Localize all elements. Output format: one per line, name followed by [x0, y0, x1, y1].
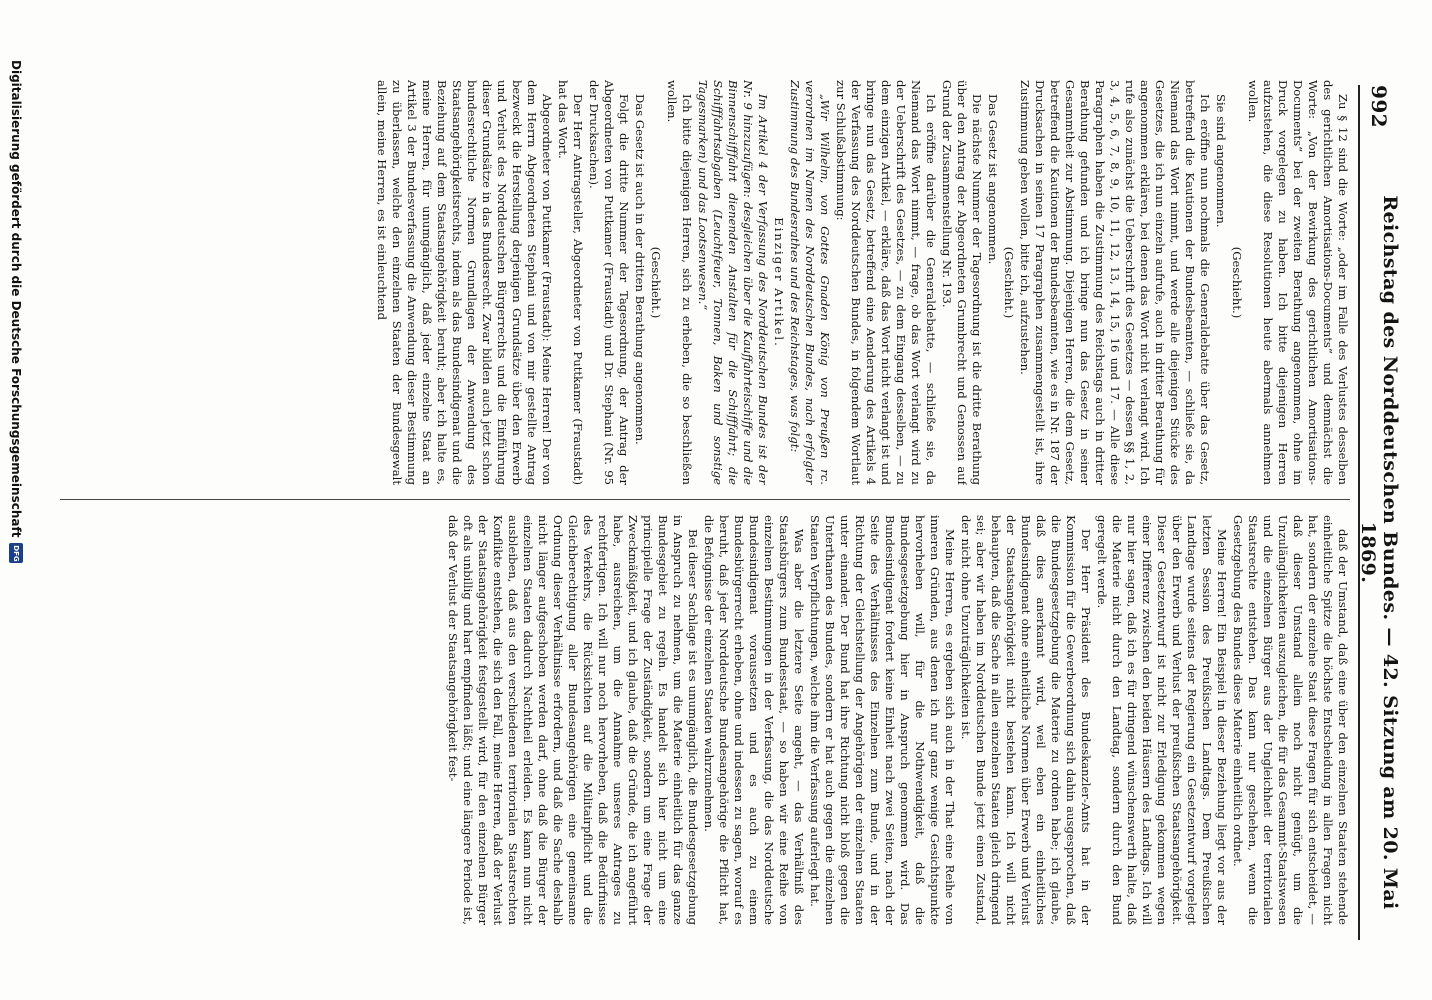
paragraph: Einziger Artikel. — [772, 217, 786, 348]
paragraph: „Wir Wilhelm, von Gottes Gnaden König von Preußen rc. verordnen im Namen des Norddeutschen Bundes, nach erfolgter Zustimmung des Bundesrathes und des Reichstages, was folgt: — [788, 80, 832, 485]
paragraph: (Geschieht.) — [1002, 246, 1016, 319]
paragraph: Abgeordneter von Puttkamer (Fraustadt): Meine Herren! Der von dem Herrn Abgeordneten Stephani und von mir gestellte Antrag bezweckt die Herstellung derjenigen Grundsätze über den Erwerb und Verlust des Norddeutschen Bürgerrechts und die Einführung dieser Grundsätze in das Bundesrecht. Zwar bilden auch jetzt schon bundesrechtliche Normen Grundlagen der Anwendung des Staatsangehörigkeitsrechts, indem als das Bundesindigenat und die Beziehung auf dem Staatsangehörigkeit beruht; aber ich halte es, meine Herren, für unumgänglich, daß jeder einzelne Staat an Artikel 3 der Bundesverfassung die Anwendung dieser Bestimmung zu überlassen, welche den einzelnen Staaten der Bundesgewalt allein, meine Herren, es ist einleuchtend — [375, 80, 554, 485]
right-column — [60, 515, 1350, 925]
paragraph: (Geschieht.) — [1230, 246, 1244, 319]
paragraph: Der Herr Antragsteller, Abgeordneter von Puttkamer (Fraustadt) hat das Wort. — [556, 80, 585, 485]
paragraph: Ich eröffne nun nochmals die Generaldebatte über das Gesetz, betreffend die Kautionen der Bundesbeamten, — schließe sie, da Niemand das Wort nimmt, und werde alle diejenigen Stücke des Gesetzes, die ich nun einzeln aufrufe, auch in dritter Berathung für angenommen erklären, bei denen das Wort nicht verlangt wird. Ich rufe also zunächst die Ueberschrift des Gesetzes — dessen §§ 1, 2, 3, 4, 5, 6, 7, 8, 9, 10, 11, 12, 13, 14, 15, 16 und 17. — Alle diese Paragraphen haben die Zustimmung des Reichstags auch in dritter Berathung gefunden und ich bringe nun das Gesetz in seiner Gesammtheit zur Abstimmung. Diejenigen Herren, die dem Gesetz, betreffend die Kautionen der Bundesbeamten, wie es in Nr. 187 der Drucksachen in seinen 17 Paragraphen zusammengestellt ist, ihre Zustimmung geben wollen, bitte ich, aufzustehen. — [1018, 80, 1212, 485]
paragraph: Sie sind angenommen. — [1214, 94, 1228, 228]
paragraph: Folgt die dritte Nummer der Tagesordnung, der Antrag der Abgeordneten von Puttkamer (Fraustadt) und Dr. Stephani (Nr. 95 der Drucksachen). — [587, 80, 631, 485]
page-number: 992 — [1367, 85, 1391, 128]
paragraph: Im Artikel 4 der Verfassung des Norddeutschen Bundes ist der Nr. 9 hinzuzufügen: desgleichen über die Kauffahrteischiffe und die Binnenschifffahrt dienenden Anstalten für die Schifffahrt; die Schifffahrtsabgaben (Leuchtfeuer, Tonnen, Baken und sonstige Tagesmarken) und das Lootsenwesen.“ — [696, 80, 770, 485]
paragraph: Bei dieser Sachlage ist es unumgänglich, die Bundesgesetzgebung in Anspruch zu nehmen, um die Materie einheitlich für das ganze Bundesgebiet zu regeln. Es handelt sich hier nicht um eine principielle Frage der Zuständigkeit, sondern um eine Frage der Zweckmäßigkeit, und ich glaube, daß die Gründe, die ich angeführt habe, ausreichen, um die Annahme unseres Antrages zu rechtfertigen. Ich will nur noch hervorheben, daß die Bedürfnisse des Verkehrs, die Rücksichten auf die Militairpflicht und die Gleichberechtigung aller Bundesangehörigen eine gemeinsame Ordnung dieser Verhältnisse erfordern, und daß die Sache deshalb nicht länger aufgeschoben werden darf, ohne daß die Bürger der einzelnen Staaten dadurch Nachtheil erleiden. Es kann nun nicht ausbleiben, daß aus den verschiedenen territorialen Staatsrechten Konflikte entstehen, die sich den Fall, meine Herren, daß der Verlust der Staatsangehörigkeit festgestellt wird, für den einzelnen Bürger oft als unbillig und hart empfinden läßt; und eine längere Periode ist, daß der Verlust der Staatsangehörigkeit fest- — [446, 515, 700, 925]
paragraph: Was aber die letztere Seite angeht, — das Verhältniß des Staatsbürgers zum Bundesstaat, — so haben wir eine Reihe von einzelnen Bestimmungen in der Verfassung, die das Norddeutsche Bundesindigenat voraussetzen und es auch zu einem Bundesbürgerrecht erheben, ohne und indessen zu sagen, worauf es beruht, daß jeder Norddeutsche Bundesangehörige die Pflicht hat, die Befugnisse der einzelnen Staaten wahrzunehmen. — [702, 515, 806, 925]
dfg-logo: DFG — [9, 543, 23, 563]
paragraph: Die nächste Nummer der Tagesordnung ist die dritte Berathung über den Antrag der Abgeordneten Grumbrecht und Genossen auf Grund der Zusammenstellung Nr. 193. — [940, 80, 984, 485]
paragraph: Ich bitte diejenigen Herren, sich zu erheben, die so beschließen wollen. — [665, 80, 694, 485]
credit-text: Digitalisierung gefördert durch die Deutsche Forschungsgemeinschaft — [9, 60, 23, 538]
left-column — [60, 80, 1350, 485]
column-divider — [60, 499, 1350, 500]
paragraph: Meine Herren! Ein Beispiel in dieser Beziehung liegt vor aus der letzten Session des Preußischen Landtags. Dem Preußischen Landtage wurde seitens der Regierung ein Gesetzentwurf vorgelegt über den Erwerb und Verlust der preußischen Staatsangehörigkeit. Dieser Gesetzentwurf ist nicht zur Erledigung gekommen wegen einer Differenz zwischen den beiden Häusern des Landtags. Ich will nur hier sagen, daß ich es für dringend wünschenswerth halte, daß die Materie nicht durch den Landtag, sondern durch den Bund geregelt werde. — [1095, 515, 1229, 925]
paragraph: daß der Umstand, daß eine über den einzelnen Staaten stehende einheitliche Spitze die höchste Entscheidung in allen Fragen nicht hat, sondern der einzelne Staat diese Fragen für sich entscheidet, — daß dieser Umstand allein noch nicht genügt, um die Unzulänglichkeiten auszugleichen, die für das Gesammt-Staatswesen und die einzelnen Bürger aus der Ungleichheit der territorialen Staatsrechte entstehen. Das kann nur geschehen, wenn die Gesetzgebung des Bundes diese Materie einheitlich ordnet. — [1231, 515, 1350, 925]
page-header — [1357, 85, 1401, 940]
paragraph: Ich eröffne darüber die Generaldebatte, — schließe sie, da Niemand das Wort nimmt, — frage, ob das Wort verlangt wird zu der Ueberschrift des Gesetzes, — zu dem Eingang desselben, — zu dem einzigen Artikel, — erkläre, daß das Wort nicht verlangt ist und bringe nun das Gesetz, betreffend eine Aenderung des Artikels 4 der Verfassung des Norddeutschen Bundes, in folgendem Wortlaut zur Schlußabstimmung: — [834, 80, 938, 485]
digitization-credit — [4, 60, 28, 990]
paragraph: Das Gesetz ist angenommen. — [986, 94, 1000, 265]
paragraph: Zu § 12 sind die Worte: „oder im Falle des Verlustes desselben des gerichtlichen Amortisations-Documents“ und demnächst die Worte: „Von der Bewirkung des gerichtlichen Amortisations-Documents“ bei der zweiten Berathung angenommen, ohne im Druck vorgelegen zu haben. Ich bitte diejenigen Herren aufzustehen, die diese Resolutionen heute abermals annehmen wollen. — [1246, 80, 1350, 485]
paragraph: (Geschieht.) — [649, 246, 663, 319]
paragraph: Der Herr Präsident des Bundeskanzler-Amts hat in der Kommission für die Gewerbeordnung sich dahin ausgesprochen, daß die Bundesgesetzgebung die Materie zu ordnen habe; ich glaube, daß dies anerkannt wird, weil eben ein einheitliches Bundesindigenat ohne einheitliche Normen über Erwerb und Verlust der Staatsangehörigkeit nicht bestehen kann. Ich will nicht behaupten, daß die Sache in allen einzelnen Staaten gleich dringend sei; aber wir haben im Norddeutschen Bunde jetzt einen Zustand, der nicht ohne Unzuträglichkeiten ist. — [959, 515, 1093, 925]
header-rule — [1358, 85, 1360, 940]
paragraph: Das Gesetz ist auch in der dritten Berathung angenommen. — [633, 94, 647, 445]
paragraph: Meine Herren, es ergeben sich auch in der That eine Reihe von inneren Gründen, aus denen ich nur ganz wenige Gesichtspunkte hervorheben will, für die Nothwendigkeit, daß die Bundesgesetzgebung hier in Anspruch genommen wird. Das Bundesindigenat fordert keine Einheit nach zwei Seiten, nach der Seite des Verhältnisses des Einzelnen zum Bunde, und in der Richtung der Gleichstellung der Angehörigen der einzelnen Staaten unter einander. Der Bund hat ihre Richtung nicht bloß gegen die Unterthanen des Bundes, sondern er hat auch gegen die einzelnen Staaten Verpflichtungen, welche ihm die Verfassung auferlegt hat. — [808, 515, 957, 925]
page-title: Reichstag des Norddeutschen Bundes. — 42. Sitzung am 20. Mai 1869. — [1357, 195, 1401, 910]
